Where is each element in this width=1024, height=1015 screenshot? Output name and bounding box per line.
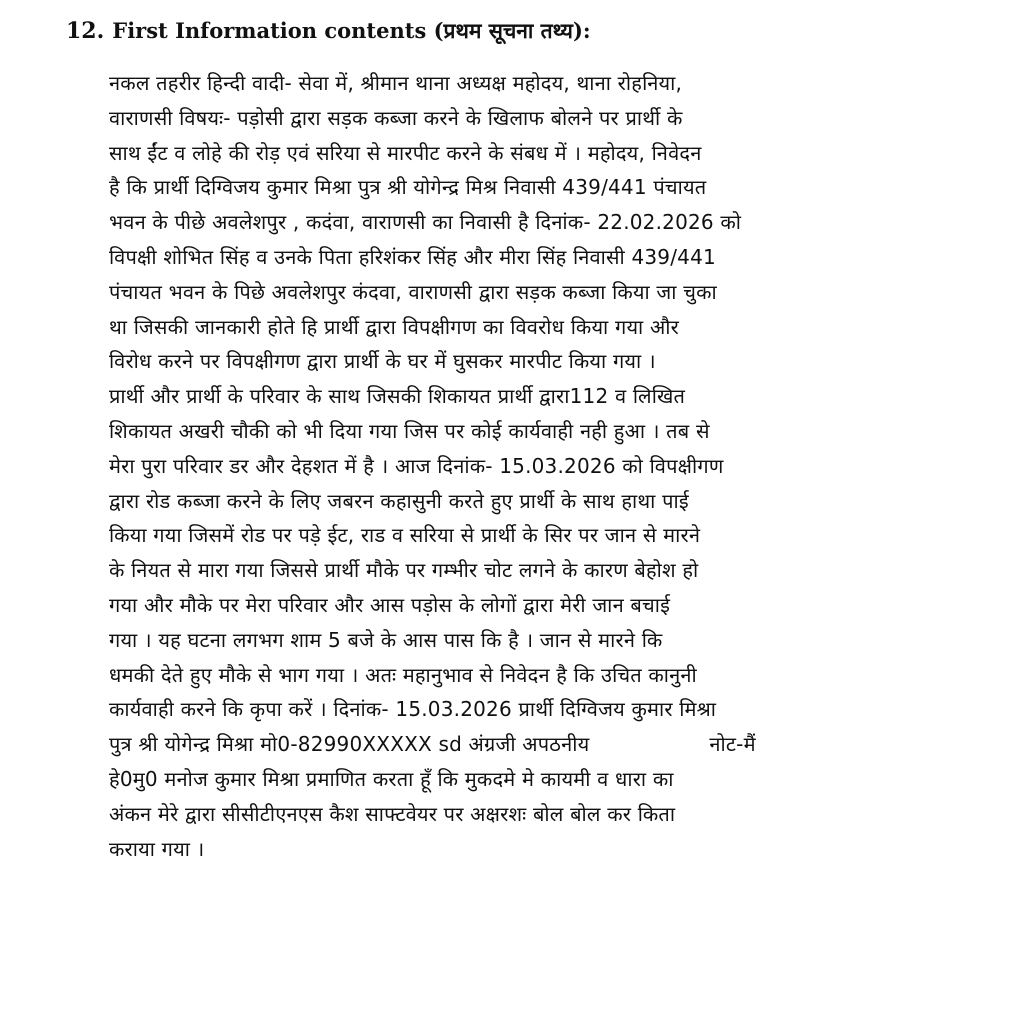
text-line-17: गया । यह घटना लगभग शाम 5 बजे के आस पास कि है । जान से मारने कि: [109, 627, 663, 652]
closing-line-1: हे0मु0 मनोज कुमार मिश्रा प्रमाणित करता हूँ कि मुकदमे मे कायमी व धारा का: [109, 766, 674, 791]
text-line-19: कार्यवाही करने कि कृपा करें । दिनांक- 15.03.2026 प्रार्थी दिग्विजय कुमार मिश्रा: [109, 697, 717, 722]
section-heading: [66, 14, 591, 48]
text-line-9: विरोध करने पर विपक्षीगण द्वारा प्रार्थी के घर में घुसकर मारपीट किया गया ।: [109, 349, 656, 374]
text-line-2: वाराणसी विषयः- पड़ोसी द्वारा सड़क कब्जा करने के खिलाफ बोलने पर प्रार्थी के: [109, 105, 683, 130]
text-line-1: नकल तहरीर हिन्दी वादी- सेवा में, श्रीमान थाना अध्यक्ष महोदय, थाना रोहनिया,: [109, 71, 683, 95]
signature-text: पुत्र श्री योगेन्द्र मिश्रा मो0-82990XXXXX sd अंग्रजी अपठनीय: [109, 732, 590, 757]
text-line-8: था जिसकी जानकारी होते हि प्रार्थी द्वारा विपक्षीगण का विवरोध किया गया और: [109, 314, 680, 339]
text-line-12: मेरा पुरा परिवार डर और देहशत में है । आज दिनांक- 15.03.2026 को विपक्षीगण: [109, 453, 724, 478]
text-line-4: है कि प्रार्थी दिग्विजय कुमार मिश्रा पुत्र श्री योगेन्द्र मिश्र निवासी 439/441 पंचायत: [109, 175, 707, 200]
closing-line-3: कराया गया ।: [109, 836, 205, 861]
text-line-3: साथ ईंट व लोहे की रोड़ एवं सरिया से मारपीट करने के संबध में । महोदय, निवेदन: [109, 140, 702, 165]
text-line-15: के नियत से मारा गया जिससे प्रार्थी मौके पर गम्भीर चोट लगने के कारण बेहोश हो: [109, 558, 699, 583]
fir-body-text: [109, 66, 969, 866]
text-line-7: पंचायत भवन के पिछे अवलेशपुर कंदवा, वाराणसी द्वारा सड़क कब्जा किया जा चुका: [109, 279, 717, 304]
text-line-11: शिकायत अखरी चौकी को भी दिया गया जिस पर कोई कार्यवाही नही हुआ । तब से: [109, 418, 710, 443]
signature-line: [109, 727, 969, 762]
text-line-16: गया और मौके पर मेरा परिवार और आस पड़ोस के लोगों द्वारा मेरी जान बचाई: [109, 592, 671, 617]
text-line-13: द्वारा रोड कब्जा करने के लिए जबरन कहासुनी करते हुए प्रार्थी के साथ हाथा पाई: [109, 488, 689, 513]
note-label: नोट-मैं: [709, 732, 756, 757]
closing-line-2: अंकन मेरे द्वारा सीसीटीएनएस कैश साफ्टवेयर पर अक्षरशः बोल बोल कर किता: [109, 801, 676, 826]
text-line-14: किया गया जिसमें रोड पर पड़े ईट, राड व सरिया से प्रार्थी के सिर पर जान से मारने: [109, 523, 701, 548]
text-line-18: धमकी देते हुए मौके से भाग गया । अतः महानुभाव से निवेदन है कि उचित कानुनी: [109, 662, 697, 687]
text-line-5: भवन के पीछे अवलेशपुर , कदंवा, वाराणसी का निवासी है दिनांक- 22.02.2026 को: [109, 210, 742, 235]
section-title: First Information contents (प्रथम सूचना तथ्य):: [112, 18, 591, 43]
section-number: 12.: [66, 18, 105, 44]
text-line-6: विपक्षी शोभित सिंह व उनके पिता हरिशंकर सिंह और मीरा सिंह निवासी 439/441: [109, 244, 716, 269]
text-line-10: प्रार्थी और प्रार्थी के परिवार के साथ जिसकी शिकायत प्रार्थी द्वारा112 व लिखित: [109, 384, 686, 409]
